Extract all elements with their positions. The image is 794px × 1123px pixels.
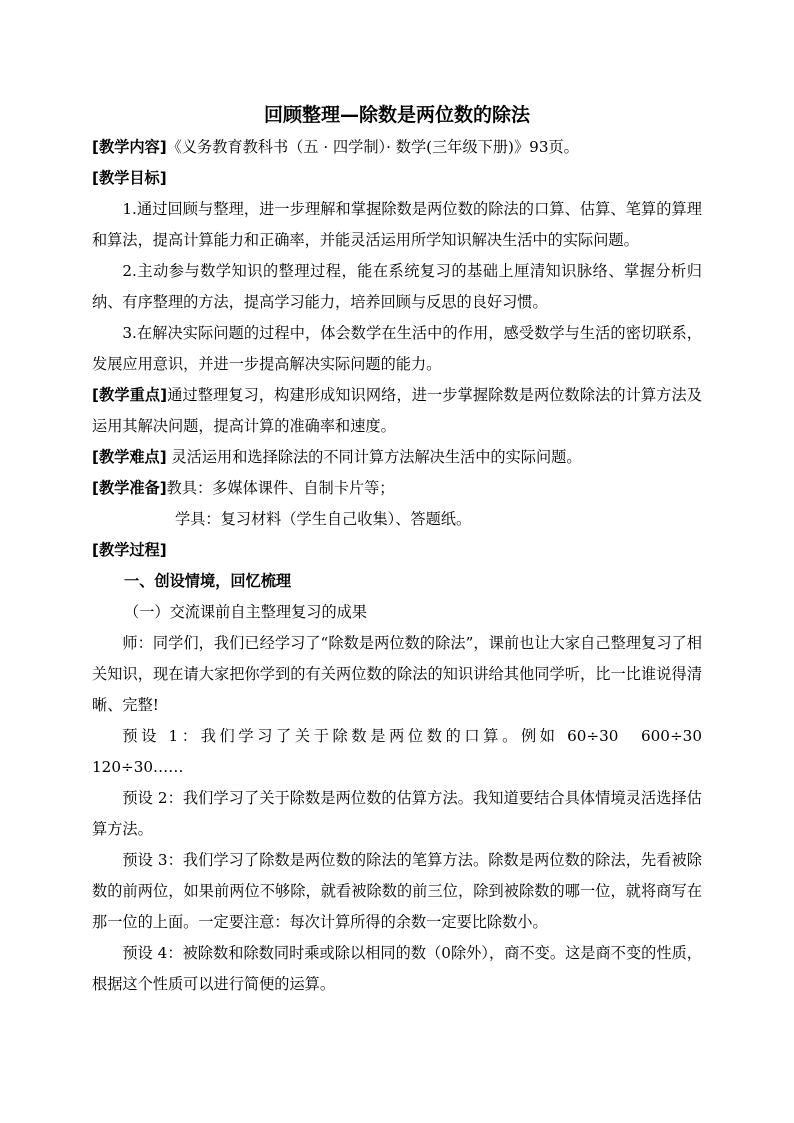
goal-item-2: 2.主动参与数学知识的整理过程，能在系统复习的基础上厘清知识脉络、掌握分析归纳、有序整理的方法，提高学习能力，培养回顾与反思的良好习惯。: [92, 262, 702, 311]
subsection-1-heading: （一）交流课前自主整理复习的成果: [124, 603, 367, 621]
difficulty-paragraph: [92, 442, 702, 473]
preparation-student: 学具：复习材料（学生自己收集）、答题纸。: [175, 510, 472, 528]
teacher-talk: 师：同学们，我们已经学习了“除数是两位数的除法”，课前也让大家自己整理复习了相关知识，现在请大家把你学到的有关两位数的除法的知识讲给其他同学听，比一比谁说得清晰、完整!: [92, 634, 702, 714]
content-line: [92, 132, 702, 163]
goals-heading: [92, 163, 702, 194]
preset-2: 预设 2：我们学习了关于除数是两位数的估算方法。我知道要结合具体情境灵活选择估算方法。: [92, 789, 702, 838]
preparation-paragraph: [92, 473, 702, 504]
preset-1: 预设 1：我们学习了关于除数是两位数的口算。例如 60÷30 600÷30 120÷30……: [92, 727, 718, 776]
preset-4: 预设 4：被除数和除数同时乘或除以相同的数（0除外），商不变。这是商不变的性质，根据这个性质可以进行简便的运算。: [92, 944, 702, 993]
preparation-label: [教学准备]: [92, 479, 167, 497]
difficulty-text: 灵活运用和选择除法的不同计算方法解决生活中的实际问题。: [166, 448, 582, 466]
key-point-label: [教学重点]: [92, 386, 168, 404]
goal-item-3: 3.在解决实际问题的过程中，体会数学在生活中的作用，感受数学与生活的密切联系，发展应用意识，并进一步提高解决实际问题的能力。: [92, 324, 702, 373]
key-point-text: 通过整理复习，构建形成知识网络，进一步掌握除数是两位数除法的计算方法及运用其解决问题，提高计算的准确率和速度。: [92, 386, 702, 435]
goal-item-1: 1.通过回顾与整理，进一步理解和掌握除数是两位数的除法的口算、估算、笔算的算理和算法，提高计算能力和正确率，并能灵活运用所学知识解决生活中的实际问题。: [92, 200, 702, 249]
difficulty-label: [教学难点]: [92, 448, 167, 466]
page-title: 回顾整理—除数是两位数的除法: [263, 104, 530, 126]
preset-3: 预设 3：我们学习了除数是两位数的除法的笔算方法。除数是两位数的除法，先看被除数的前两位，如果前两位不够除，就看被除数的前三位，除到被除数的哪一位，就将商写在那一位的上面。一定要注意：每次计算所得的余数一定要比除数小。: [92, 851, 702, 931]
process-label: [教学过程]: [92, 541, 167, 559]
preparation-teacher: 教具：多媒体课件、自制卡片等；: [166, 479, 395, 497]
process-heading: [92, 535, 702, 566]
key-point-paragraph: [92, 380, 702, 442]
section-1-heading: 一、创设情境，回忆梳理: [124, 572, 292, 590]
content-label: [教学内容]: [92, 138, 167, 156]
goals-label: [教学目标]: [92, 169, 167, 187]
content-text: 《义务教育教科书（五 · 四学制）· 数学(三年级下册)》93页。: [166, 138, 579, 156]
